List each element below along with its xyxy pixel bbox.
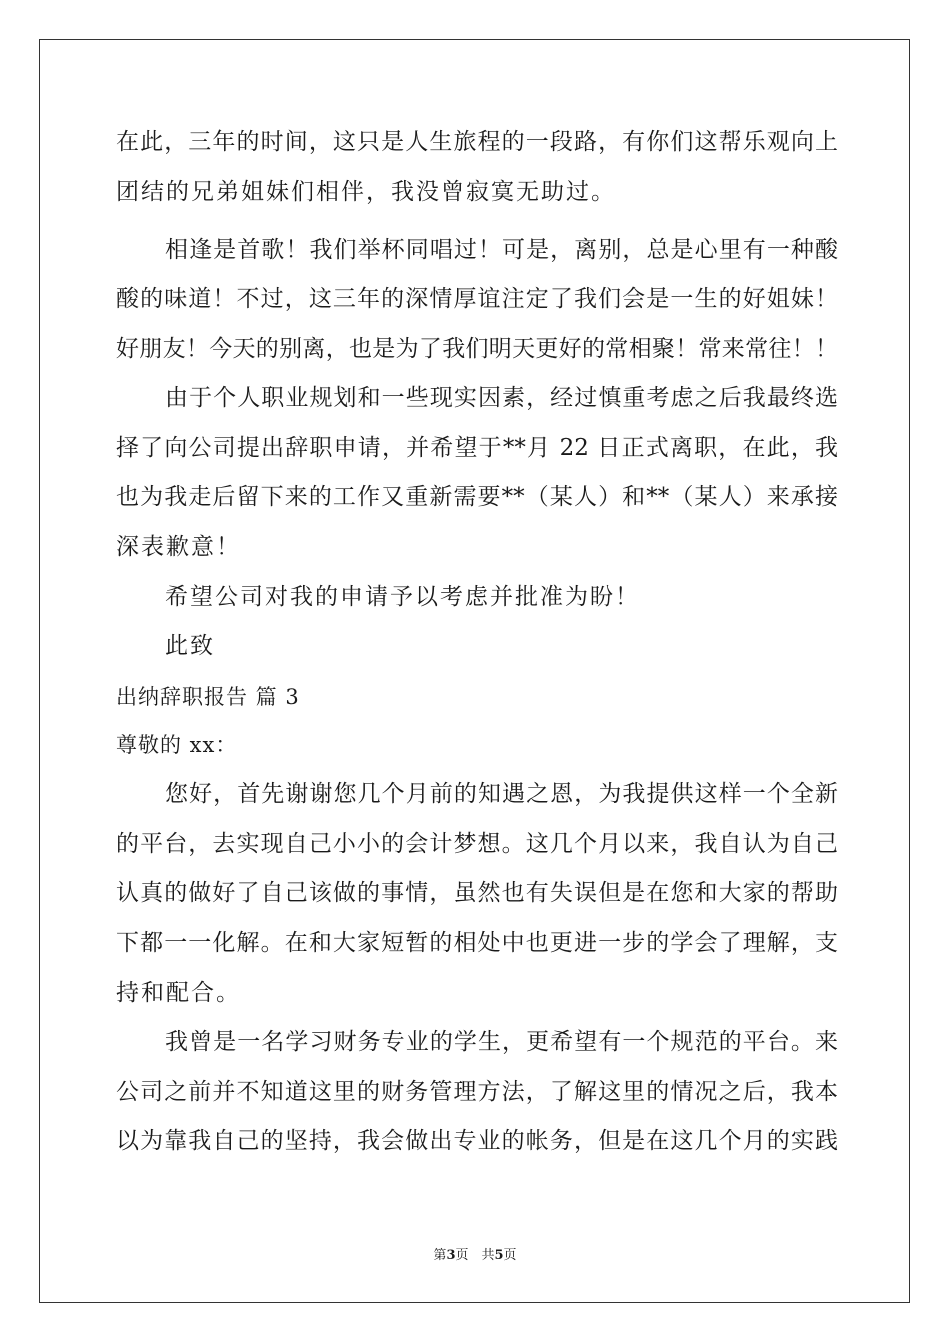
paragraph-line: 相逢是首歌！我们举杯同唱过！可是，离别，总是心里有一种酸 xyxy=(165,237,838,263)
paragraph-line: 以为靠我自己的坚持，我会做出专业的帐务，但是在这几个月的实践 xyxy=(116,1128,838,1154)
paragraph-line: 持和配合。 xyxy=(116,980,241,1006)
paragraph-line: 好朋友！今天的别离，也是为了我们明天更好的常相聚！常来常往！！ xyxy=(116,336,838,362)
page-mid: 页 共 xyxy=(455,1248,495,1263)
section-heading: 出纳辞职报告 篇 3 xyxy=(116,685,300,709)
page-footer xyxy=(0,1248,950,1264)
closing-line: 此致 xyxy=(165,633,215,659)
current-page-number: 3 xyxy=(446,1248,456,1263)
paragraph-line: 认真的做好了自己该做的事情，虽然也有失误但是在您和大家的帮助 xyxy=(116,880,838,906)
paragraph-line: 深表歉意！ xyxy=(116,534,241,560)
total-page-number: 5 xyxy=(494,1248,504,1263)
paragraph-line: 的平台，去实现自己小小的会计梦想。这几个月以来，我自认为自己 xyxy=(116,831,838,857)
paragraph-line: 也为我走后留下来的工作又重新需要**（某人）和**（某人）来承接 xyxy=(116,484,838,510)
paragraph-line: 我曾是一名学习财务专业的学生，更希望有一个规范的平台。来 xyxy=(165,1029,838,1055)
paragraph-line: 在此，三年的时间，这只是人生旅程的一段路，有你们这帮乐观向上 xyxy=(116,129,838,155)
page-suffix: 页 xyxy=(503,1248,517,1263)
paragraph-line: 酸的味道！不过，这三年的深情厚谊注定了我们会是一生的好姐妹！ xyxy=(116,286,838,312)
paragraph-line: 下都一一化解。在和大家短暂的相处中也更进一步的学会了理解，支 xyxy=(116,930,838,956)
salutation: 尊敬的 xx： xyxy=(116,733,238,757)
page-prefix: 第 xyxy=(433,1248,447,1263)
paragraph-line: 择了向公司提出辞职申请，并希望于**月 22 日正式离职，在此，我 xyxy=(116,435,838,461)
paragraph-line: 您好，首先谢谢您几个月前的知遇之恩，为我提供这样一个全新 xyxy=(165,781,838,807)
paragraph-line: 团结的兄弟姐妹们相伴，我没曾寂寞无助过。 xyxy=(116,179,616,205)
paragraph-line: 公司之前并不知道这里的财务管理方法，了解这里的情况之后，我本 xyxy=(116,1079,838,1105)
paragraph-line: 由于个人职业规划和一些现实因素，经过慎重考虑之后我最终选 xyxy=(165,385,838,411)
paragraph-line: 希望公司对我的申请予以考虑并批准为盼！ xyxy=(165,584,640,610)
page-border xyxy=(39,39,910,1303)
